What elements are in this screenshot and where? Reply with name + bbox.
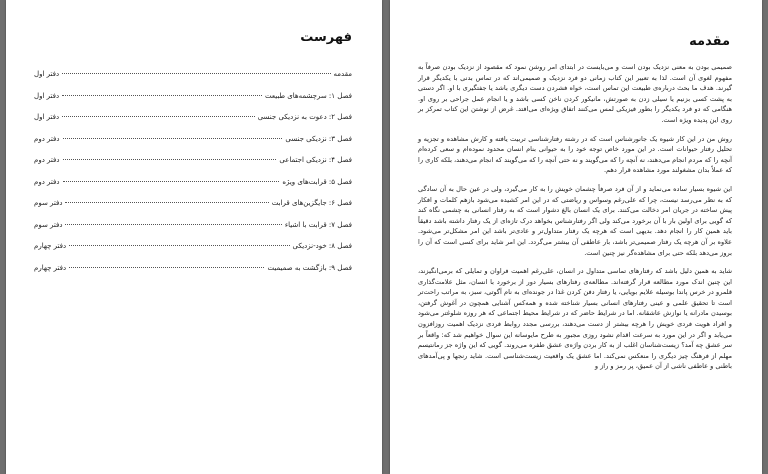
toc-leader-dots [62, 95, 262, 96]
toc-entry[interactable] [34, 113, 352, 135]
toc-entry-book: دفتر اول [34, 70, 60, 78]
toc-leader-dots [62, 73, 330, 74]
toc-page [6, 0, 382, 474]
toc-entry[interactable] [34, 70, 352, 92]
toc-entry-book: دفتر سوم [34, 199, 63, 207]
toc-entry[interactable] [34, 156, 352, 178]
toc-leader-dots [63, 138, 283, 139]
toc-entry[interactable] [34, 92, 352, 114]
toc-leader-dots [65, 202, 268, 203]
introduction-paragraph: صمیمی بودن به معنی نزدیک بودن است و می‌بایست در ابتدای امر روشن نمود که مقصود از نزدیک بودن صرفاً به مفهوم لغوی آن است. لذا به تعبیر این کتاب زمانی دو فرد نزدیک و صمیمی‌اند که در تماس بدنی با یکدیگر قرار گیرند. هدف ما بحث درباره‌ی طبیعت این تماس است، خواه فشردن دست دیگری باشد یا جفتگیری با او. اگر دستی به پشت کسی بزنیم یا سیلی زدن به صورتش، مانیکور کردن ناخن کسی باشد و یا انجام عمل جراحی بر روی او. هنگامی که دو فرد یکدیگر را بطور فیزیکی لمس می‌کنند اتفاق ویژه‌ای می‌افتد. غرض از نوشتن این کتاب تمرکز بر روی این پدیده ویژه است. [418, 63, 732, 124]
toc-entry[interactable] [34, 264, 352, 286]
toc-entry-book: دفتر دوم [34, 134, 60, 143]
toc-entry-book: دفتر اول [34, 91, 60, 100]
toc-entry-label: فصل ۹: بازگشت به صمیمیت [267, 263, 352, 272]
introduction-paragraph: این شیوه بسیار ساده می‌نماید و از آن فرد صرفاً چشمان خویش را به کار می‌گیرد، ولی در عین حال به آن سادگی که به نظر می‌رسد نیست، چرا که علی‌رغم وسواس و ریاضتی که در این امر کشیده می‌شود بازهم کلمات و افکار پیش ساخته در جریان امر دخالت می‌کنند. برای یک انسان بالغ دشوار است که به رفتار انسانی به چشمی نگاه کند که گویی برای اولین بار با آن برخورد می‌کند ولی اگر رفتارشناس بخواهد درک تازه‌ای از یک رفتار داشته باشد دقیقاً باید همین کار را انجام دهد. بدیهی است که هرچه یک رفتار متداول‌تر و عادی‌تر باشد این امر مشکل‌تر می‌شود. علاوه بر آن هرچه یک رفتار صمیمی‌تر باشد، بار عاطفی آن بیشتر می‌گردد. این امر شاید برای کسی است که آن را بروز می‌دهد بلکه حتی برای مشاهده‌گر نیز چنین است. [418, 184, 732, 257]
toc-entry-label: فصل ۴: نزدیکی اجتماعی [279, 156, 352, 164]
toc-entry-book: دفتر دوم [34, 177, 60, 186]
introduction-title: مقدمه [689, 34, 730, 49]
toc-entry-book: دفتر دوم [34, 156, 60, 164]
toc-entry-label: فصل ۶: جایگزین‌های قرابت [271, 199, 352, 207]
toc-entry[interactable] [34, 135, 352, 157]
toc-entry[interactable] [34, 242, 352, 264]
toc-entry-book: دفتر چهارم [34, 242, 67, 250]
introduction-body [418, 62, 732, 380]
toc-entry-label: فصل ۳: نزدیکی جنسی [285, 134, 352, 143]
toc-entry-label: فصل ۲: دعوت به نزدیکی جنسی [257, 113, 352, 121]
introduction-page [390, 0, 762, 474]
introduction-paragraph: روش من در این کار شیوه یک جانورشناس است که در رشته رفتارشناسی تربیت یافته و کارش مشاهده و تجزیه و تحلیل رفتار حیوانات است. در این مورد خاص توجه خود را به حیوانی بنام انسان محدود نموده‌ام و سعی کرده‌ام آنچه را که مردم انجام می‌دهند، نه آنچه را که می‌گویند و نه حتی آنچه را که می‌گویند که انجام می‌دهند، بلکه کاری را که عملاً بدان مشغولند مورد مشاهده قرار دهم. [418, 134, 732, 175]
toc-list [34, 70, 352, 285]
toc-entry-label: مقدمه [333, 70, 352, 78]
toc-leader-dots [62, 116, 255, 117]
toc-entry[interactable] [34, 199, 352, 221]
toc-leader-dots [69, 245, 289, 246]
toc-leader-dots [69, 267, 264, 268]
toc-entry-book: دفتر سوم [34, 220, 63, 229]
toc-entry-book: دفتر چهارم [34, 263, 67, 272]
toc-entry-label: فصل ۸: خود-نزدیکی [292, 242, 352, 250]
toc-entry-book: دفتر اول [34, 113, 60, 121]
toc-leader-dots [65, 224, 281, 225]
toc-entry[interactable] [34, 178, 352, 200]
toc-entry[interactable] [34, 221, 352, 243]
toc-title: فهرست [300, 30, 352, 45]
toc-leader-dots [63, 181, 280, 182]
introduction-paragraph: شاید به همین دلیل باشد که رفتارهای تماسی متداول در انسان، علی‌رغم اهمیت فراوان و تمایلی که برمی‌انگیزند، این چنین اندک مورد مطالعه قرار گرفته‌اند. مطالعه‌ی رفتارهای بسیار دور از برخورد با انسان، مثل علامت‌گذاری قلمرو در خرس پاندا بوسیله علایم بویایی، یا رفتار دفن کردن غذا در جونده‌ای به نام آگوتی، سبز، به مراتب راحت‌تر است تا تحقیق علمی و عینی رفتارهای انسانی بسیار شناخته شده و همه‌کس آشنایی همچون در آغوش گرفتن، بوسیدن مادرانه یا نوازش عاشقانه. اما در شرایط حاضر که در شرایط محیط اجتماعی که هر روزه شلوغتر می‌شود و افراد هویت فردی خویش را هرچه بیشتر از دست می‌دهند، بررسی مجدد روابط فردی نزدیک اهمیت روزافزون می‌یابد و اگر در این مورد به سرعت اقدام نشود روزی مجبور به طرح مایوسانه این سوال خواهیم شد که: واقعاً بر سر عشق چه آمد؟ زیست‌شناسان اغلب از به کار بردن واژه‌ی عشق طفره می‌روند. گویی که این واژه جز رمانتیسم مهلم از فرهنگ چیز دیگری را منعکس نمی‌کند. اما عشق یک واقعیت زیست‌شناسی است. شاید رنجها و پی‌آمدهای باطنی و عاطفی ناشی از آن عمیق، پر رمز و راز و [418, 267, 732, 371]
toc-entry-label: فصل ۵: قرابت‌های ویژه [282, 177, 352, 186]
toc-entry-label: فصل ۱: سرچشمه‌های طبیعت [265, 91, 352, 100]
toc-entry-label: فصل ۷: قرابت با اشیاء [284, 220, 352, 229]
toc-leader-dots [63, 159, 277, 160]
